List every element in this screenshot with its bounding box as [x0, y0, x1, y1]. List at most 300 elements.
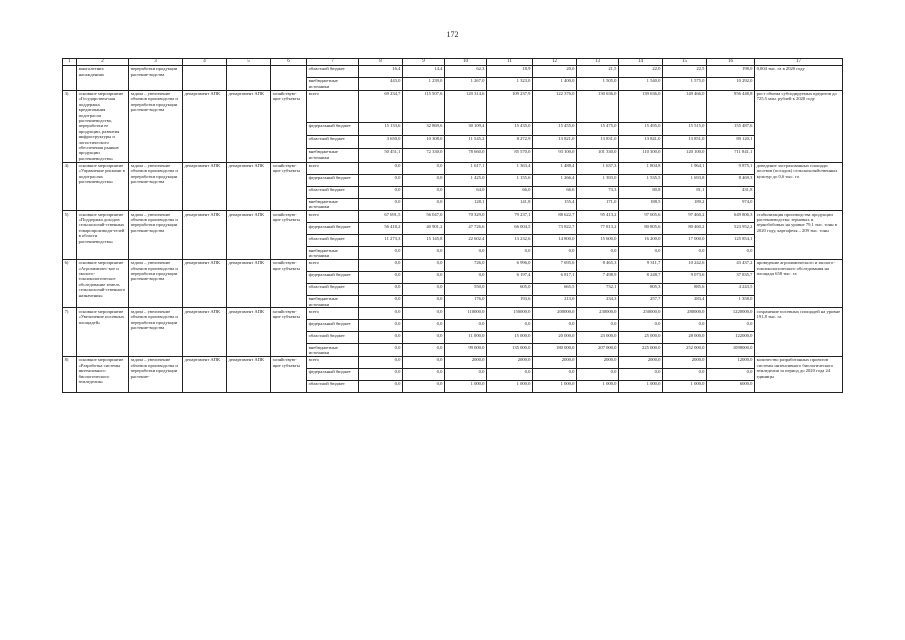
amount-cell: 93 100,0	[533, 149, 577, 163]
event-name: основное мероприятие «Поддержка доходов сельскохозяй-ственных товаропроизводи-телей в области растениеводства»	[77, 211, 129, 260]
amount-cell: 0,0	[619, 369, 663, 381]
amount-cell: 2000,0	[487, 357, 533, 369]
amount-cell: 64,0	[445, 186, 487, 198]
amount-cell: 0,0	[403, 381, 445, 393]
expected-result: проведение агрохимического и эколого-токсикологического обследования на площади 658 тыс. га	[755, 259, 843, 308]
row-number: 8)	[63, 357, 77, 393]
amount-cell: 73,3	[577, 186, 619, 198]
event-name: многолетних насаждениях	[77, 66, 129, 91]
funding-source: всего	[307, 259, 359, 271]
amount-cell: 37 835,7	[707, 271, 755, 283]
column-number-row	[63, 59, 843, 66]
amount-cell: 155,4	[533, 198, 577, 211]
amount-cell: 1 575,0	[663, 78, 707, 91]
funding-source: областной бюджет	[307, 235, 359, 247]
amount-cell: 0,0	[445, 271, 487, 283]
amount-cell: 2000,0	[533, 357, 577, 369]
amount-cell: 956 448,8	[707, 90, 755, 122]
amount-cell: 13 831,0	[577, 136, 619, 149]
amount-cell: 0,0	[403, 295, 445, 308]
amount-cell: 8 272,9	[487, 136, 533, 149]
amount-cell: 0,0	[403, 332, 445, 344]
amount-cell: 22,5	[663, 66, 707, 78]
amount-cell: 62,3	[445, 66, 487, 78]
amount-cell: 0,0	[403, 283, 445, 295]
funding-source: внебюджетные источники	[307, 198, 359, 211]
amount-cell: 1 000,0	[619, 381, 663, 393]
amount-cell: 0,0	[359, 259, 403, 271]
amount-cell: 11 545,2	[445, 136, 487, 149]
amount-cell: 47 726,6	[445, 223, 487, 235]
amount-cell: 250000,0	[619, 308, 663, 320]
amount-cell: 0,0	[359, 332, 403, 344]
amount-cell: 1 323,0	[487, 78, 533, 91]
amount-cell: 13 841,0	[619, 136, 663, 149]
amount-cell: 32 869,6	[403, 123, 445, 136]
amount-cell: 2000,0	[577, 357, 619, 369]
amount-cell: 0,0	[663, 247, 707, 260]
funding-source: всего	[307, 211, 359, 223]
expected-result: 0,004 тыс. га в 2020 году	[755, 66, 843, 91]
expected-result: сохранение посевных площадей на уровне 191,8 тыс. га	[755, 308, 843, 357]
amount-cell: 14 800,0	[533, 235, 577, 247]
amount-cell: 0,0	[707, 320, 755, 332]
amount-cell: 20,0	[533, 66, 577, 78]
executor: департамент АПК	[183, 308, 227, 357]
amount-cell: 78 660,0	[445, 149, 487, 163]
amount-cell: 77 813,2	[577, 223, 619, 235]
amount-cell: 120 100,0	[663, 149, 707, 163]
amount-cell: 188,5	[619, 198, 663, 211]
amount-cell: 0,0	[359, 357, 403, 369]
participants: хозяйствую-щие субъекты	[271, 308, 307, 357]
amount-cell: 1 000,0	[487, 381, 533, 393]
co-executor: департамент АПК	[227, 259, 271, 308]
amount-cell: 97 005,6	[619, 211, 663, 223]
event-task: задача – увеличение объемов производства и переработки продукции растение-водства	[129, 259, 183, 308]
amount-cell: 20 000,0	[533, 332, 577, 344]
amount-cell: 135 000,0	[487, 344, 533, 357]
amount-cell: 0,0	[487, 369, 533, 381]
amount-cell: 13 821,0	[533, 136, 577, 149]
amount-cell: 176,0	[445, 295, 487, 308]
amount-cell: 25 000,0	[619, 332, 663, 344]
amount-cell: 149 466,0	[663, 90, 707, 122]
amount-cell: 130 636,0	[577, 90, 619, 122]
amount-cell: 1 267,0	[445, 78, 487, 91]
amount-cell: 16,4	[359, 66, 403, 78]
amount-cell: 1 000,0	[445, 381, 487, 393]
amount-cell: 18,9	[487, 66, 533, 78]
amount-cell: 150000,0	[487, 308, 533, 320]
amount-cell: 10 292,0	[707, 78, 755, 91]
amount-cell: 1 637,3	[577, 162, 619, 174]
amount-cell: 72 330,0	[403, 149, 445, 163]
participants	[271, 66, 307, 91]
amount-cell: 0,0	[359, 174, 403, 186]
amount-cell: 85 570,0	[487, 149, 533, 163]
amount-cell: 711 841,1	[707, 149, 755, 163]
funding-source: областной бюджет	[307, 186, 359, 198]
column-number: 15	[663, 59, 707, 66]
amount-cell: 22,0	[619, 66, 663, 78]
column-number: 11	[487, 59, 533, 66]
amount-cell: 12000,0	[707, 357, 755, 369]
event-name: основное мероприятие «Государствен-ная поддержка кредитования подотрасли растениеводства, переработки ее продукции, развития инфраструктуры и логистического обеспечения рынков продукции растениеводства»	[77, 90, 129, 162]
column-number: 5	[227, 59, 271, 66]
amount-cell: 23 000,0	[577, 332, 619, 344]
participants: хозяйствую-щие субъекты	[271, 90, 307, 162]
funding-source: всего	[307, 162, 359, 174]
amount-cell: 10 308,0	[403, 136, 445, 149]
amount-cell: 1 425,0	[445, 174, 487, 186]
amount-cell: 80 805,6	[619, 223, 663, 235]
expected-result: рост объема субсидируемых кредитов до 725,5 млн. рублей к 2020 году	[755, 90, 843, 162]
amount-cell: 732,1	[577, 283, 619, 295]
funding-source: внебюджетные источники	[307, 295, 359, 308]
amount-cell: 0,0	[359, 320, 403, 332]
amount-cell: 17 000,0	[663, 235, 707, 247]
amount-cell: 0,0	[663, 369, 707, 381]
funding-source: областной бюджет	[307, 332, 359, 344]
amount-cell: 523 952,2	[707, 223, 755, 235]
amount-cell: 15 515,0	[663, 123, 707, 136]
funding-source: федеральный бюджет	[307, 320, 359, 332]
amount-cell: 115 507,6	[403, 90, 445, 122]
amount-cell: 2000,0	[445, 357, 487, 369]
expected-result: доведение застрахованных площади посевов (посадок) сельскохозяйственных культур до 0,6 тыс. га	[755, 162, 843, 211]
funding-source: внебюджетные источники	[307, 247, 359, 260]
amount-cell: 280000,0	[663, 308, 707, 320]
amount-cell: 30 109,4	[445, 123, 487, 136]
row-number: 7)	[63, 308, 77, 357]
amount-cell: 0,0	[403, 186, 445, 198]
event-task: задача – увеличение объемов производства и переработки продукции растение-водства	[129, 211, 183, 260]
amount-cell: 21,5	[577, 66, 619, 78]
amount-cell: 257,7	[619, 295, 663, 308]
amount-cell: 1 540,0	[619, 78, 663, 91]
row-number: 4)	[63, 162, 77, 211]
amount-cell: 9 311,7	[619, 259, 663, 271]
amount-cell: 0,0	[403, 162, 445, 174]
participants: хозяйствую-щие субъекты	[271, 259, 307, 308]
amount-cell: 4 243,5	[707, 283, 755, 295]
amount-cell: 13 851,0	[663, 136, 707, 149]
funding-source: федеральный бюджет	[307, 369, 359, 381]
amount-cell: 14,4	[403, 66, 445, 78]
amount-cell: 97 460,2	[663, 211, 707, 223]
amount-cell: 15 600,0	[577, 235, 619, 247]
executor: департамент АПК	[183, 211, 227, 260]
row-number: 3)	[63, 90, 77, 162]
funding-source: областной бюджет	[307, 283, 359, 295]
amount-cell: 0,0	[403, 174, 445, 186]
amount-cell: 120 314,6	[445, 90, 487, 122]
amount-cell: 15 435,0	[487, 123, 533, 136]
amount-cell: 1 358,0	[707, 295, 755, 308]
event-name: основное мероприятие «Управление рисками в подотраслях растениеводства»	[77, 162, 129, 211]
amount-cell: 0,0	[487, 320, 533, 332]
funding-source: внебюджетные источники	[307, 344, 359, 357]
amount-cell: 1 000,0	[577, 381, 619, 393]
amount-cell: 95 413,2	[577, 211, 619, 223]
amount-cell: 605,0	[487, 283, 533, 295]
column-number: 7	[307, 59, 359, 66]
amount-cell: 0,0	[577, 247, 619, 260]
amount-cell: 0,0	[359, 295, 403, 308]
amount-cell: 1 804,8	[619, 162, 663, 174]
expected-result: количество разработанных проектов системы интенсивного биологического земледелия за период до 2020 года 24 единицы	[755, 357, 843, 393]
event-task: переработки продукции растение-водства	[129, 66, 183, 91]
column-number: 4	[183, 59, 227, 66]
amount-cell: 6 197,4	[487, 271, 533, 283]
amount-cell: 0,0	[359, 283, 403, 295]
event-name: основное мероприятие «Увеличение посевных площадей»	[77, 308, 129, 357]
amount-cell: 1 693,8	[663, 174, 707, 186]
amount-cell: 0,0	[487, 247, 533, 260]
amount-cell: 189,2	[663, 198, 707, 211]
amount-cell: 73 822,7	[533, 223, 577, 235]
amount-cell: 0,0	[359, 247, 403, 260]
amount-cell: 56 418,2	[359, 223, 403, 235]
funding-source: внебюджетные источники	[307, 78, 359, 91]
amount-cell: 0,0	[533, 247, 577, 260]
amount-cell: 443,0	[359, 78, 403, 91]
amount-cell: 0,0	[403, 308, 445, 320]
column-number: 3	[129, 59, 183, 66]
amount-cell: 0,0	[359, 271, 403, 283]
amount-cell: 15 455,0	[533, 123, 577, 136]
amount-cell: 99 000,0	[445, 344, 487, 357]
amount-cell: 230000,0	[577, 308, 619, 320]
amount-cell: 0,0	[359, 381, 403, 393]
co-executor: департамент АПК	[227, 90, 271, 162]
amount-cell: 283,4	[663, 295, 707, 308]
amount-cell: 7 695,6	[533, 259, 577, 271]
amount-cell: 0,0	[445, 320, 487, 332]
amount-cell: 0,0	[619, 320, 663, 332]
amount-cell: 122000,0	[707, 332, 755, 344]
funding-source: федеральный бюджет	[307, 223, 359, 235]
participants: хозяйствую-щие субъекты	[271, 357, 307, 393]
amount-cell: 81,1	[663, 186, 707, 198]
event-task: задача – увеличение объемов производства и переработки продукции растение-водства	[129, 308, 183, 357]
funding-source: всего	[307, 357, 359, 369]
co-executor: департамент АПК	[227, 162, 271, 211]
amount-cell: 11 000,0	[445, 332, 487, 344]
amount-cell: 207 000,0	[577, 344, 619, 357]
column-number: 12	[533, 59, 577, 66]
amount-cell: 193,6	[487, 295, 533, 308]
amount-cell: 28 000,0	[663, 332, 707, 344]
amount-cell: 805,3	[619, 283, 663, 295]
funding-source: всего	[307, 308, 359, 320]
amount-cell: 726,0	[445, 259, 487, 271]
co-executor	[227, 66, 271, 91]
amount-cell: 1 400,0	[533, 78, 577, 91]
row-number	[63, 66, 77, 91]
amount-cell: 974,0	[707, 198, 755, 211]
amount-cell: 3 650,0	[359, 136, 403, 149]
amount-cell: 200000,0	[533, 308, 577, 320]
amount-cell: 665,5	[533, 283, 577, 295]
funding-row	[63, 357, 843, 369]
amount-cell: 15 495,0	[619, 123, 663, 136]
amount-cell: 8 248,7	[619, 271, 663, 283]
amount-cell: 1 488,4	[533, 162, 577, 174]
amount-cell: 252 000,0	[663, 344, 707, 357]
funding-row	[63, 66, 843, 78]
amount-cell: 7 498,9	[577, 271, 619, 283]
event-task: задача – увеличение объемов производства и переработки продукции растение-	[129, 357, 183, 393]
amount-cell: 0,0	[533, 320, 577, 332]
amount-cell: 1 505,0	[577, 78, 619, 91]
amount-cell: 40 901,2	[403, 223, 445, 235]
amount-cell: 9 073,6	[663, 271, 707, 283]
amount-cell: 0,0	[359, 344, 403, 357]
amount-cell: 234,3	[577, 295, 619, 308]
amount-cell: 79 237,1	[487, 211, 533, 223]
amount-cell: 125 854,1	[707, 235, 755, 247]
event-name: основное мероприятие «Разработка системы интенсивного биологического земледелия»	[77, 357, 129, 393]
amount-cell: 1 266,4	[533, 174, 577, 186]
column-number: 2	[77, 59, 129, 66]
amount-cell: 0,0	[403, 357, 445, 369]
amount-cell: 1 535,5	[619, 174, 663, 186]
funding-row	[63, 308, 843, 320]
funding-source: федеральный бюджет	[307, 271, 359, 283]
amount-cell: 66,6	[533, 186, 577, 198]
amount-cell: 1 617,1	[445, 162, 487, 174]
executor	[183, 66, 227, 91]
co-executor: департамент АПК	[227, 357, 271, 393]
amount-cell: 0,0	[577, 320, 619, 332]
amount-cell: 8 469,3	[707, 174, 755, 186]
amount-cell: 101 330,0	[577, 149, 619, 163]
amount-cell: 56 047,0	[403, 211, 445, 223]
executor: департамент АПК	[183, 162, 227, 211]
amount-cell: 67 691,5	[359, 211, 403, 223]
funding-source: внебюджетные источники	[307, 149, 359, 163]
amount-cell: 9 875,1	[707, 162, 755, 174]
amount-cell: 431,8	[707, 186, 755, 198]
executor: департамент АПК	[183, 259, 227, 308]
participants: хозяйствую-щие субъекты	[271, 162, 307, 211]
amount-cell: 15 475,0	[577, 123, 619, 136]
row-number: 6)	[63, 259, 77, 308]
amount-cell: 0,0	[403, 344, 445, 357]
amount-cell: 649 806,3	[707, 211, 755, 223]
amount-cell: 50 451,1	[359, 149, 403, 163]
amount-cell: 0,0	[577, 369, 619, 381]
amount-cell: 80 460,2	[663, 223, 707, 235]
funding-row	[63, 90, 843, 122]
amount-cell: 0,0	[533, 369, 577, 381]
column-number: 6	[271, 59, 307, 66]
amount-cell: 6 996,0	[487, 259, 533, 271]
program-table	[62, 58, 843, 393]
amount-cell: 1 363,4	[487, 162, 533, 174]
amount-cell: 0,0	[359, 186, 403, 198]
column-number: 10	[445, 59, 487, 66]
amount-cell: 0,0	[445, 369, 487, 381]
event-task: задача – увеличение объемов производства и переработки продукции растение-водства	[129, 90, 183, 162]
amount-cell: 1 393,0	[577, 174, 619, 186]
expected-result: стабилизация производства продукции растениеводства: зерновых и зернобобовых на уровне 79,1 тыс. тонн в 2020 году, картофеля – 209 тыс. тонн	[755, 211, 843, 260]
amount-cell: 1 239,0	[403, 78, 445, 91]
amount-cell: 66 004,5	[487, 223, 533, 235]
amount-cell: 2000,0	[663, 357, 707, 369]
amount-cell: 15 000,0	[487, 332, 533, 344]
amount-cell: 0,0	[403, 259, 445, 271]
amount-cell: 1098000,0	[707, 344, 755, 357]
funding-row	[63, 211, 843, 223]
amount-cell: 180 000,0	[533, 344, 577, 357]
amount-cell: 0,0	[359, 369, 403, 381]
amount-cell: 16 200,0	[619, 235, 663, 247]
amount-cell: 0,0	[707, 369, 755, 381]
column-number: 17	[755, 59, 843, 66]
amount-cell: 0,0	[403, 320, 445, 332]
column-number: 9	[403, 59, 445, 66]
amount-cell: 1 000,0	[663, 381, 707, 393]
amount-cell: 69 234,7	[359, 90, 403, 122]
event-name: основное мероприятие «Агрохимичес-кое и эколого-токсикологическое обследование земель сельскохозяй-ственного назначения»	[77, 259, 129, 308]
executor: департамент АПК	[183, 90, 227, 162]
funding-source: областной бюджет	[307, 66, 359, 78]
page-number: 172	[446, 30, 459, 39]
amount-cell: 0,0	[359, 308, 403, 320]
amount-cell: 0,0	[403, 271, 445, 283]
amount-cell: 70 329,0	[445, 211, 487, 223]
event-task: задача – увеличение объемов производства и переработки продукции растение-водства	[129, 162, 183, 211]
amount-cell: 0,0	[663, 320, 707, 332]
amount-cell: 213,0	[533, 295, 577, 308]
amount-cell: 122 376,0	[533, 90, 577, 122]
column-number: 1	[63, 59, 77, 66]
amount-cell: 15 145,8	[403, 235, 445, 247]
amount-cell: 0,0	[403, 369, 445, 381]
executor: департамент АПК	[183, 357, 227, 393]
co-executor: департамент АПК	[227, 211, 271, 260]
amount-cell: 1 964,1	[663, 162, 707, 174]
funding-source: областной бюджет	[307, 136, 359, 149]
amount-cell: 139 636,0	[619, 90, 663, 122]
amount-cell: 141,8	[487, 198, 533, 211]
amount-cell: 43 437,2	[707, 259, 755, 271]
amount-cell: 2000,0	[619, 357, 663, 369]
column-number: 14	[619, 59, 663, 66]
amount-cell: 0,0	[403, 198, 445, 211]
amount-cell: 11 273,3	[359, 235, 403, 247]
amount-cell: 155 487,6	[707, 123, 755, 136]
amount-cell: 22 602,4	[445, 235, 487, 247]
amount-cell: 89 120,1	[707, 136, 755, 149]
co-executor: департамент АПК	[227, 308, 271, 357]
funding-source: федеральный бюджет	[307, 123, 359, 136]
amount-cell: 0,0	[403, 247, 445, 260]
funding-source: всего	[307, 90, 359, 122]
funding-source: областной бюджет	[307, 381, 359, 393]
amount-cell: 8 465,3	[577, 259, 619, 271]
amount-cell: 110 300,0	[619, 149, 663, 163]
amount-cell: 88 622,7	[533, 211, 577, 223]
amount-cell: 0,0	[445, 247, 487, 260]
amount-cell: 10 242,6	[663, 259, 707, 271]
amount-cell: 0,0	[707, 247, 755, 260]
amount-cell: 6 817,1	[533, 271, 577, 283]
amount-cell: 13 232,6	[487, 235, 533, 247]
